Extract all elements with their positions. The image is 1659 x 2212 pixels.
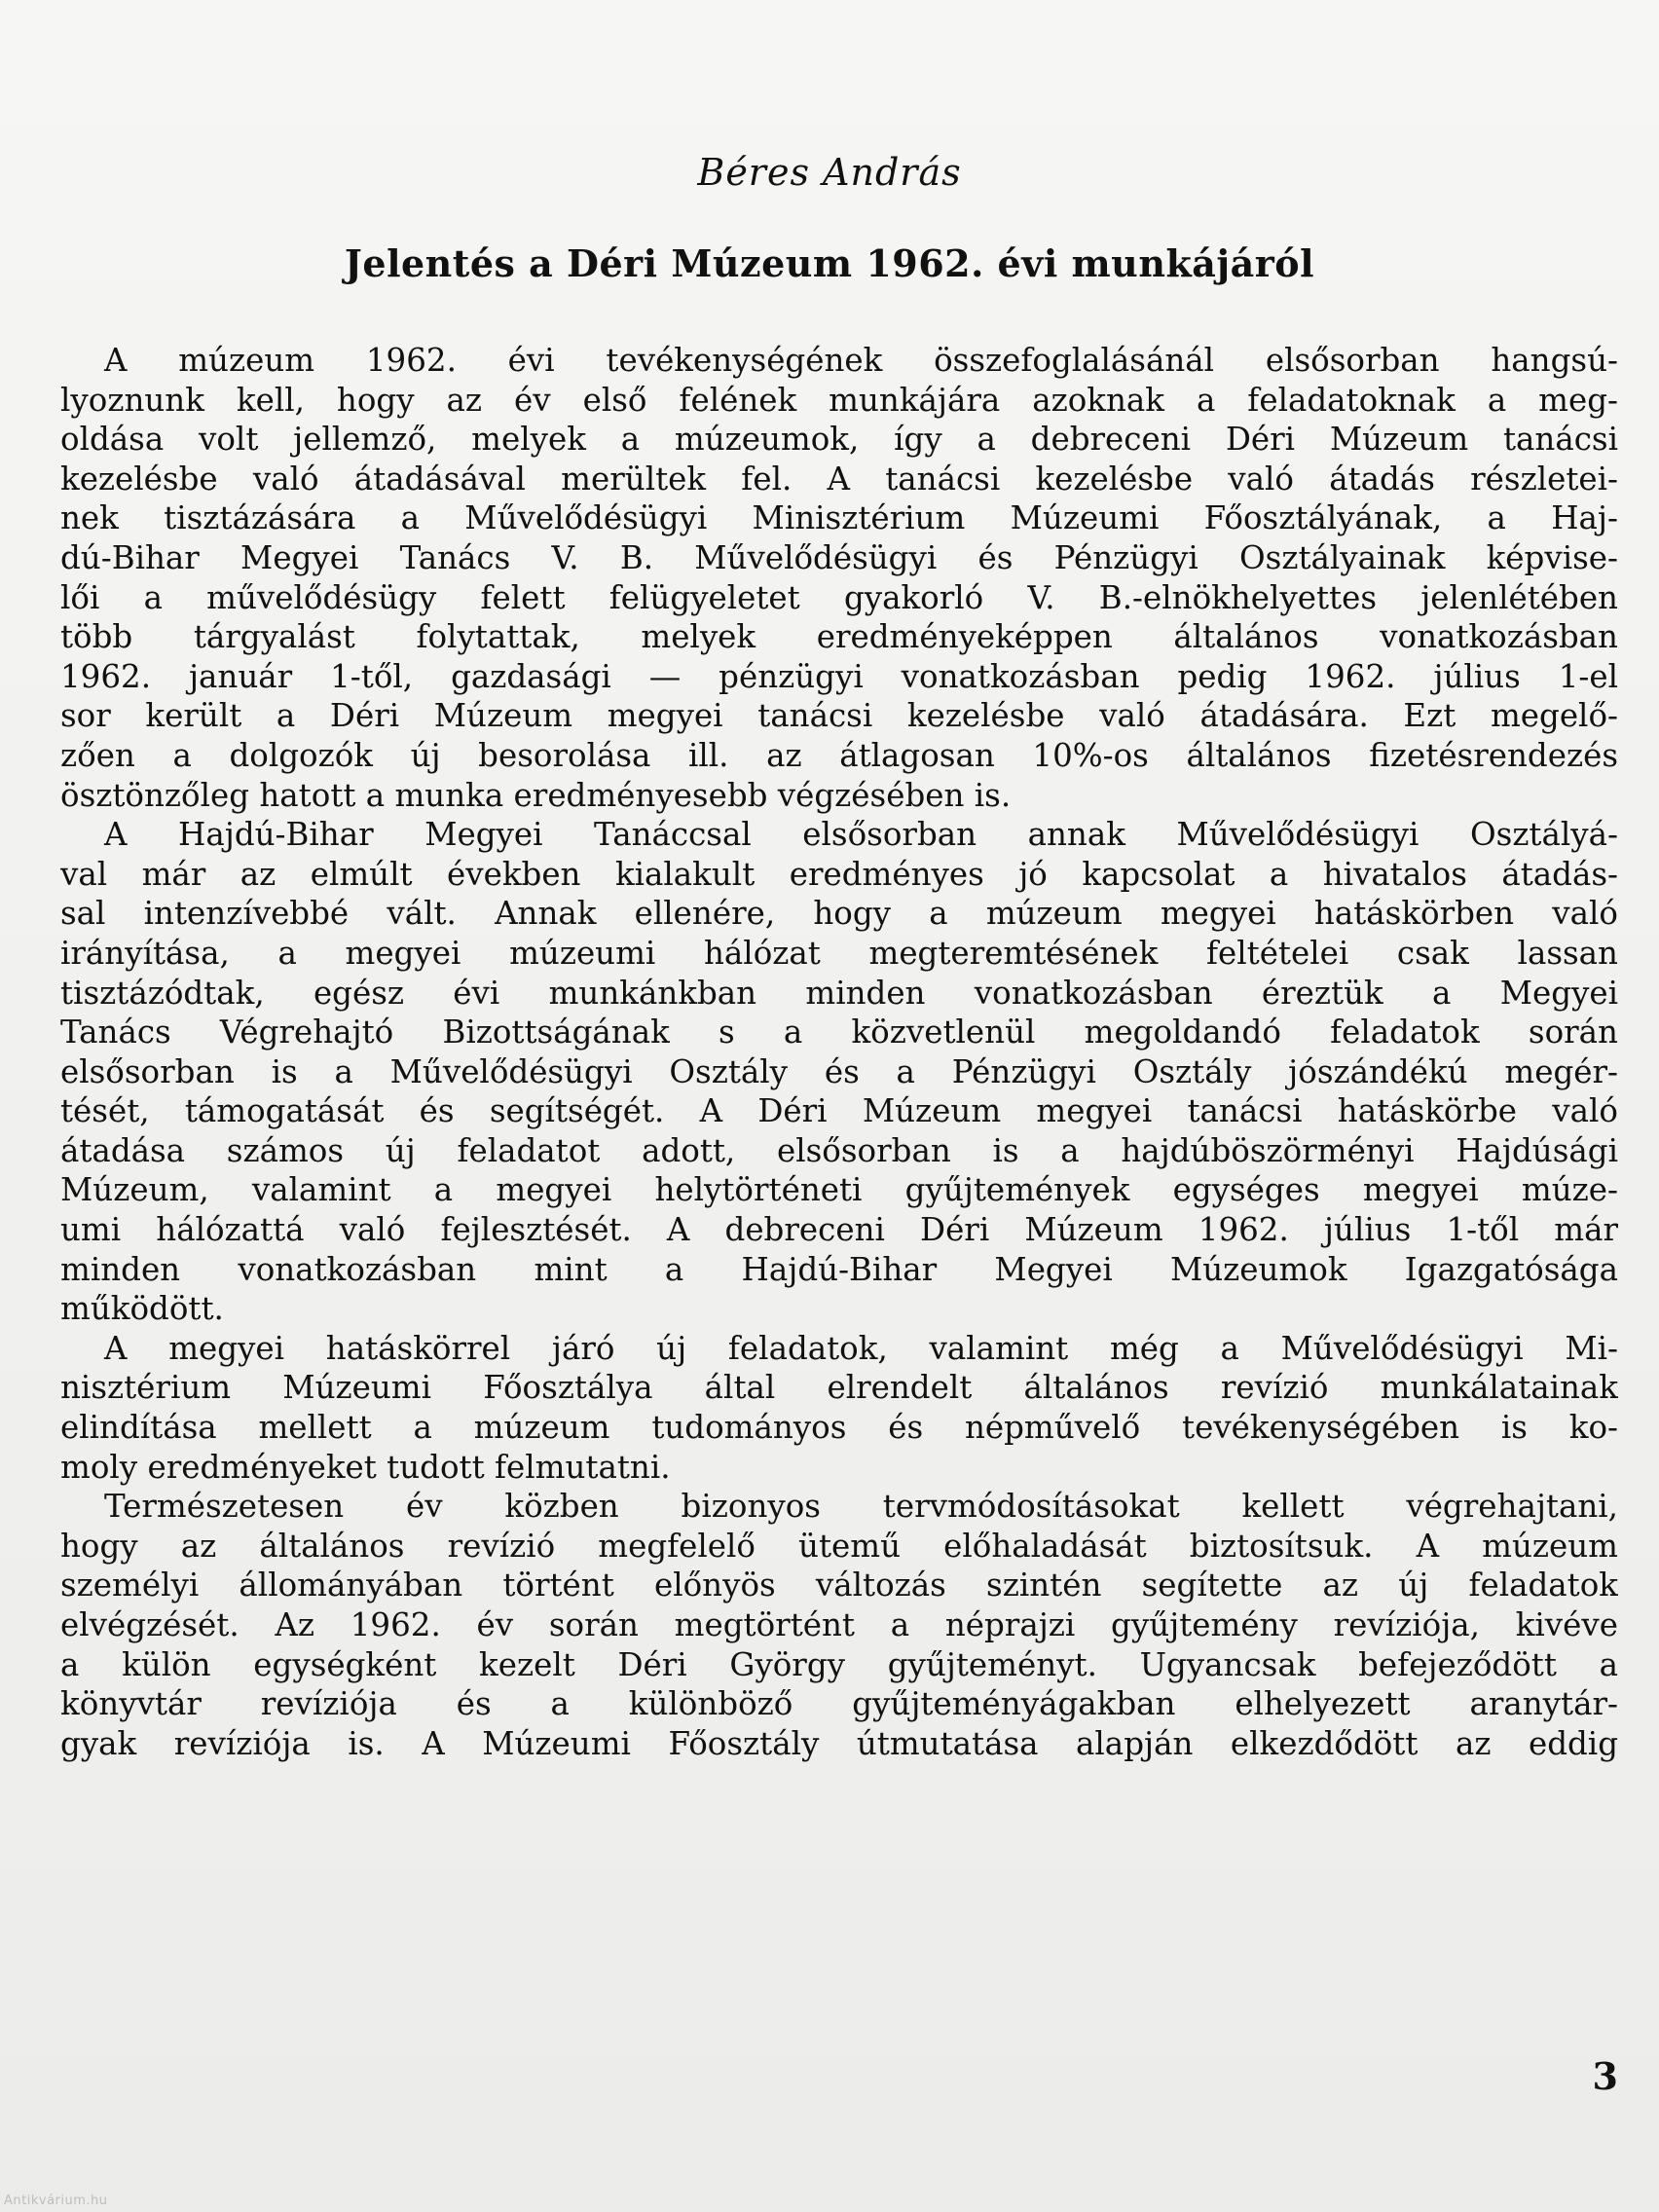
text-line: irányítása, a megyei múzeumi hálózat megteremtésének feltételei csak lassan <box>60 934 1618 972</box>
text-line: dú-Bihar Megyei Tanács V. B. Művelődésügyi és Pénzügyi Osztályainak képvise- <box>60 538 1618 576</box>
author-name: Béres András <box>697 151 962 194</box>
text-line: tését, támogatását és segítségét. A Déri Múzeum megyei tanácsi hatáskörbe való <box>60 1092 1618 1130</box>
text-line: könyvtár revíziója és a különböző gyűjteményágakban elhelyezett aranytár- <box>60 1685 1618 1723</box>
text-line: elvégzését. Az 1962. év során megtörtént a néprajzi gyűjtemény revíziója, kivéve <box>60 1606 1618 1643</box>
text-line: oldása volt jellemző, melyek a múzeumok, így a debreceni Déri Múzeum tanácsi <box>60 421 1618 459</box>
text-line: sor került a Déri Múzeum megyei tanácsi kezelésbe való átadására. Ezt megelő- <box>60 697 1618 735</box>
text-line: elsősorban is a Művelődésügyi Osztály és a Pénzügyi Osztály jószándékú megér- <box>60 1052 1618 1090</box>
text-line: Múzeum, valamint a megyei helytörténeti gyűjtemények egységes megyei múze- <box>60 1171 1618 1209</box>
text-line: ösztönzőleg hatott a munka eredményesebb végzésében is. <box>60 776 1012 814</box>
text-line: lyoznunk kell, hogy az év első felének munkájára azoknak a feladatoknak a meg- <box>60 381 1618 419</box>
text-line: Tanács Végrehajtó Bizottságának s a közvetlenül megoldandó feladatok során <box>60 1014 1618 1051</box>
page-number: 3 <box>1592 2054 1618 2098</box>
text-line: tisztázódtak, egész évi munkánkban minden vonatkozásban éreztük a Megyei <box>60 974 1618 1012</box>
text-line: umi hálózattá való fejlesztését. A debreceni Déri Múzeum 1962. július 1-től már <box>60 1211 1618 1249</box>
text-line: A múzeum 1962. évi tevékenységének összefoglalásánál elsősorban hangsú- <box>104 342 1618 379</box>
text-line: gyak revíziója is. A Múzeumi Főosztály útmutatása alapján elkezdődött az eddig <box>60 1724 1618 1762</box>
text-line: nisztérium Múzeumi Főosztálya által elrendelt általános revízió munkálatainak <box>60 1369 1618 1407</box>
article-title: Jelentés a Déri Múzeum 1962. évi munkájáról <box>344 241 1315 285</box>
text-line: sal intenzívebbé vált. Annak ellenére, hogy a múzeum megyei hatáskörben való <box>60 895 1618 933</box>
text-line: lői a művelődésügy felett felügyeletet gyakorló V. B.-elnökhelyettes jelenlétében <box>60 578 1618 616</box>
text-line: személyi állományában történt előnyös változás szintén segítette az új feladatok <box>60 1567 1618 1604</box>
article-body <box>60 341 1618 1763</box>
text-line: Természetesen év közben bizonyos tervmódosításokat kellett végrehajtani, <box>104 1488 1618 1526</box>
text-line: zően a dolgozók új besorolása ill. az átlagosan 10%-os általános fizetésrendezés <box>60 736 1618 774</box>
text-line: val már az elmúlt években kialakult eredményes jó kapcsolat a hivatalos átadás- <box>60 855 1618 893</box>
text-line: a külön egységként kezelt Déri György gyűjteményt. Ugyancsak befejeződött a <box>60 1645 1618 1683</box>
text-line: átadása számos új feladatot adott, elsősorban is a hajdúböszörményi Hajdúsági <box>60 1131 1618 1169</box>
text-line: hogy az általános revízió megfelelő ütemű előhaladását biztosítsuk. A múzeum <box>60 1527 1618 1565</box>
text-line: elindítása mellett a múzeum tudományos és népművelő tevékenységében is ko- <box>60 1409 1618 1447</box>
text-line: A megyei hatáskörrel járó új feladatok, valamint még a Művelődésügyi Mi- <box>104 1329 1618 1367</box>
text-line: több tárgyalást folytattak, melyek eredményeképpen általános vonatkozásban <box>60 618 1618 656</box>
text-line: minden vonatkozásban mint a Hajdú-Bihar Megyei Múzeumok Igazgatósága <box>60 1250 1618 1288</box>
text-line: 1962. január 1-től, gazdasági — pénzügyi vonatkozásban pedig 1962. július 1-el <box>60 657 1618 695</box>
text-line: kezelésbe való átadásával merültek fel. A tanácsi kezelésbe való átadás részletei- <box>60 460 1618 498</box>
watermark: Antikvárium.hu <box>4 2194 108 2208</box>
text-line: működött. <box>60 1290 224 1328</box>
text-line: A Hajdú-Bihar Megyei Tanáccsal elsősorban annak Művelődésügyi Osztályá- <box>104 816 1618 854</box>
text-line: nek tisztázására a Művelődésügyi Minisztérium Múzeumi Főosztályának, a Haj- <box>60 499 1618 537</box>
text-line: moly eredményeket tudott felmutatni. <box>60 1448 671 1486</box>
